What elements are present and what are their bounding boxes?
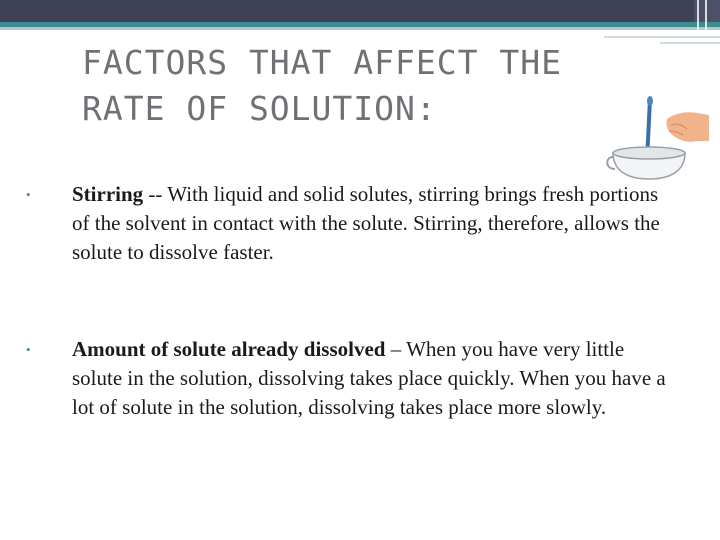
slide-title-line: RATE OF SOLUTION: — [82, 89, 437, 128]
slide-title — [82, 40, 622, 132]
bullet-list — [26, 180, 676, 422]
stirring-mug-icon — [605, 95, 709, 181]
bullet-heading: Stirring — [72, 182, 144, 206]
top-band — [0, 0, 720, 22]
list-item — [26, 335, 676, 422]
bullet-glyph: • — [26, 342, 31, 357]
bullet-heading: Amount of solute already dissolved — [72, 337, 386, 361]
list-item — [26, 180, 676, 267]
slide-title-line: FACTORS THAT AFFECT THE — [82, 43, 562, 82]
bullet-text: – When you have very little solute in the solution, dissolving takes place quickly. When you have a lot of solute in the solution, dissolving takes place more slowly. — [72, 337, 666, 419]
bullet-text: -- With liquid and solid solutes, stirring brings fresh portions of the solvent in contact with the solute. Stirring, therefore, allows the solute to dissolve faster. — [72, 182, 660, 264]
bullet-glyph: • — [26, 187, 31, 202]
gray-accent-line — [0, 27, 720, 30]
